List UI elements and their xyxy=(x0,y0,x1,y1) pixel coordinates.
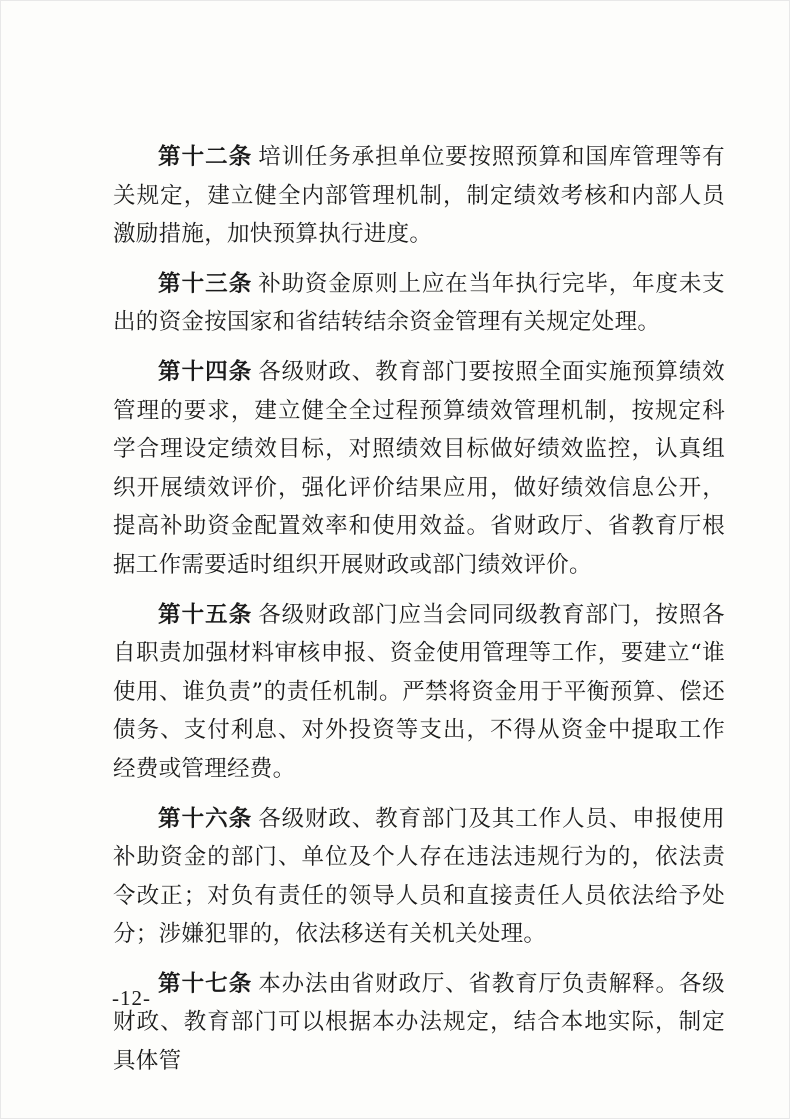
document-body xyxy=(113,138,725,1081)
article-text: 各级财政、教育部门要按照全面实施预算绩效管理的要求，建立健全全过程预算绩效管理机制，按规定科学合理设定绩效目标，对照绩效目标做好绩效监控，认真组织开展绩效评价，强化评价结果应用，做好绩效信息公开，提高补助资金配置效率和使用效益。省财政厅、省教育厅根据工作需要适时组织开展财政或部门绩效评价。 xyxy=(113,358,725,578)
article-heading: 第十六条 xyxy=(158,805,253,832)
article-15 xyxy=(113,596,725,789)
article-text: 本办法由省财政厅、省教育厅负责解释。各级财政、教育部门可以根据本办法规定，结合本地实际，制定具体管 xyxy=(113,970,725,1075)
article-14 xyxy=(113,353,725,585)
article-text: 补助资金原则上应在当年执行完毕，年度未支出的资金按国家和省结转结余资金管理有关规定处理。 xyxy=(113,270,725,336)
article-16 xyxy=(113,800,725,954)
article-text: 各级财政部门应当会同同级教育部门，按照各自职责加强材料审核申报、资金使用管理等工作，要建立“谁使用、谁负责”的责任机制。严禁将资金用于平衡预算、偿还债务、支付利息、对外投资等支出，不得从资金中提取工作经费或管理经费。 xyxy=(113,601,725,782)
article-heading: 第十二条 xyxy=(158,144,253,170)
article-heading: 第十五条 xyxy=(158,601,253,628)
article-heading: 第十三条 xyxy=(158,270,253,297)
article-heading: 第十四条 xyxy=(158,358,253,385)
article-13 xyxy=(113,265,725,342)
article-12 xyxy=(113,138,725,254)
article-text: 各级财政、教育部门及其工作人员、申报使用补助资金的部门、单位及个人存在违法违规行为的，依法责令改正；对负有责任的领导人员和直接责任人员依法给予处分；涉嫌犯罪的，依法移送有关机关处理。 xyxy=(113,805,725,948)
article-heading: 第十七条 xyxy=(158,970,253,997)
article-17 xyxy=(113,965,725,1081)
page-number: -12- xyxy=(112,986,151,1010)
article-text: 培训任务承担单位要按照预算和国库管理等有关规定，建立健全内部管理机制，制定绩效考核和内部人员激励措施，加快预算执行进度。 xyxy=(113,144,725,248)
